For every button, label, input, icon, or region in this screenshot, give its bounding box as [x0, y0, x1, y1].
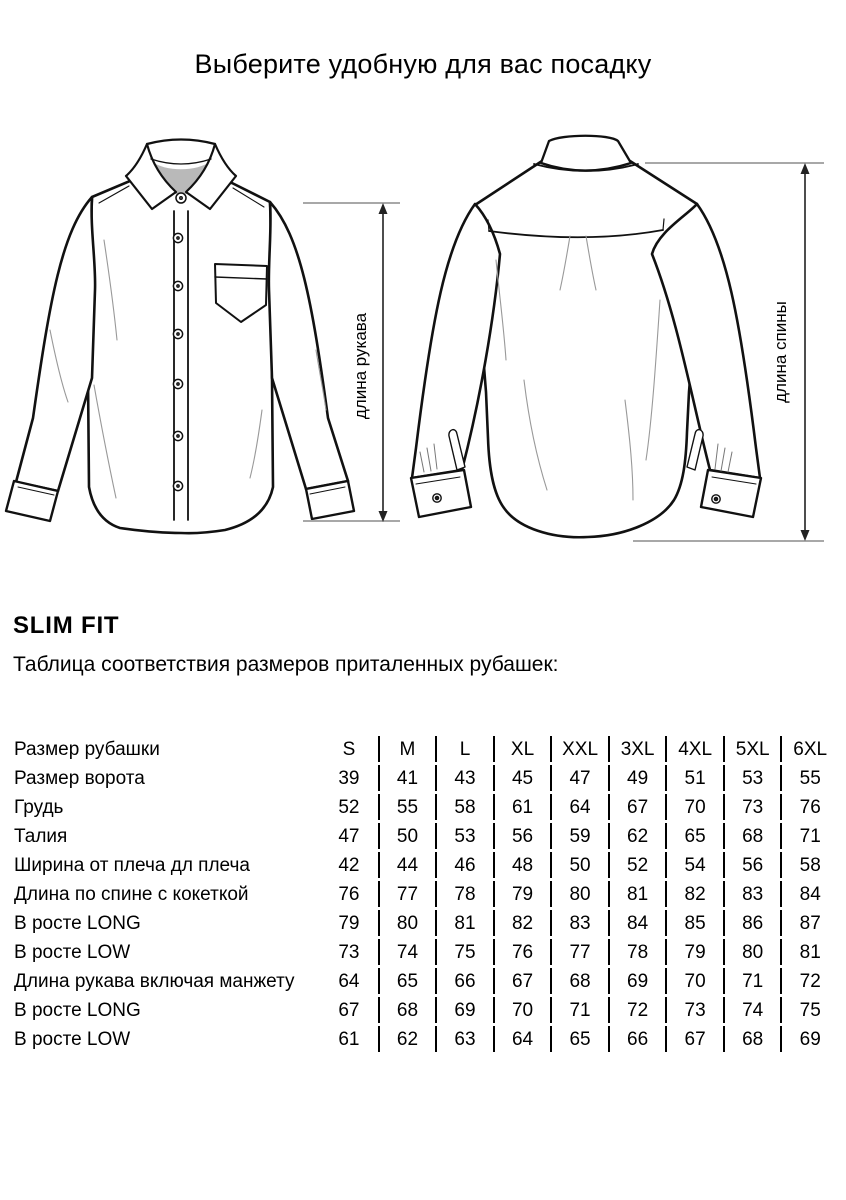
cell-value: L: [435, 736, 493, 762]
cell-value: 61: [338, 1028, 360, 1050]
cell-value: 76: [338, 883, 360, 905]
cell-value: 3XL: [608, 736, 666, 762]
row-label: Талия: [14, 825, 68, 847]
cell-value: 75: [435, 939, 493, 965]
cell-value: 62: [378, 1026, 436, 1052]
row-label: Ширина от плеча дл плеча: [14, 854, 250, 876]
table-row: [14, 939, 838, 965]
cell-value: 69: [608, 968, 666, 994]
cell-value: 67: [608, 794, 666, 820]
cell-value: 78: [435, 881, 493, 907]
shirt-front-drawing: [6, 140, 354, 534]
cell-value: 52: [338, 796, 360, 818]
cell-value: 66: [608, 1026, 666, 1052]
table-row: [14, 1026, 838, 1052]
cell-value: 47: [338, 825, 360, 847]
table-row: [14, 881, 838, 907]
cell-value: 64: [550, 794, 608, 820]
cell-value: 43: [435, 765, 493, 791]
cell-value: 72: [608, 997, 666, 1023]
table-row: [14, 823, 838, 849]
cell-value: 50: [378, 823, 436, 849]
row-label: В росте LOW: [14, 941, 131, 963]
row-label: Размер ворота: [14, 767, 145, 789]
cell-value: 62: [608, 823, 666, 849]
front-right-cuff: [306, 481, 354, 519]
cell-value: 76: [780, 794, 838, 820]
cell-value: 65: [665, 823, 723, 849]
cell-value: 77: [378, 881, 436, 907]
cell-value: 55: [378, 794, 436, 820]
cell-value: 74: [723, 997, 781, 1023]
cell-value: 81: [608, 881, 666, 907]
cell-value: 70: [665, 968, 723, 994]
cell-value: 87: [780, 910, 838, 936]
cell-value: 70: [665, 794, 723, 820]
table-row: [14, 852, 838, 878]
row-label: В росте LONG: [14, 912, 141, 934]
cell-value: 52: [608, 852, 666, 878]
cell-value: M: [378, 736, 436, 762]
cell-value: 79: [665, 939, 723, 965]
table-row: [14, 765, 838, 791]
front-right-sleeve: [269, 202, 348, 489]
cell-value: 81: [780, 939, 838, 965]
cell-value: 59: [550, 823, 608, 849]
cell-value: 45: [493, 765, 551, 791]
table-row: [14, 794, 838, 820]
table-row: [14, 968, 838, 994]
cell-value: 50: [550, 852, 608, 878]
cell-value: 54: [665, 852, 723, 878]
cell-value: 61: [493, 794, 551, 820]
size-table-body: [14, 736, 838, 1052]
cell-value: 80: [550, 881, 608, 907]
cell-value: 84: [780, 881, 838, 907]
cell-value: 72: [780, 968, 838, 994]
cell-value: 86: [723, 910, 781, 936]
cell-value: 44: [378, 852, 436, 878]
cell-value: 56: [723, 852, 781, 878]
cell-value: 69: [435, 997, 493, 1023]
table-row: [14, 736, 838, 762]
back-right-cuff: [701, 470, 761, 517]
row-label: Размер рубашки: [14, 738, 160, 760]
cell-value: 81: [435, 910, 493, 936]
cell-value: 68: [550, 968, 608, 994]
cell-value: 73: [338, 941, 360, 963]
cell-value: 46: [435, 852, 493, 878]
row-label: Длина по спине с кокеткой: [14, 883, 249, 905]
table-row: [14, 997, 838, 1023]
cell-value: 79: [338, 912, 360, 934]
cell-value: 68: [378, 997, 436, 1023]
cell-value: 63: [435, 1026, 493, 1052]
cell-value: 76: [493, 939, 551, 965]
cell-value: 67: [338, 999, 360, 1021]
cell-value: XXL: [550, 736, 608, 762]
cell-value: 79: [493, 881, 551, 907]
back-collar: [541, 136, 631, 171]
cell-value: 73: [665, 997, 723, 1023]
cell-value: 70: [493, 997, 551, 1023]
cell-value: 49: [608, 765, 666, 791]
cell-value: 82: [665, 881, 723, 907]
cell-value: XL: [493, 736, 551, 762]
sleeve-length-label: длина рукава: [351, 312, 370, 420]
cell-value: 5XL: [723, 736, 781, 762]
cell-value: 6XL: [780, 736, 838, 762]
cell-value: 48: [493, 852, 551, 878]
row-label: Грудь: [14, 796, 64, 818]
back-right-sleeve-placket: [687, 430, 703, 470]
cell-value: 69: [780, 1026, 838, 1052]
table-subtitle: Таблица соответствия размеров приталенных рубашек:: [13, 653, 559, 676]
cell-value: 56: [493, 823, 551, 849]
cell-value: 71: [780, 823, 838, 849]
row-label: В росте LONG: [14, 999, 141, 1021]
cell-value: 80: [378, 910, 436, 936]
cell-value: 65: [378, 968, 436, 994]
cell-value: 82: [493, 910, 551, 936]
cell-value: 84: [608, 910, 666, 936]
cell-value: 68: [723, 823, 781, 849]
cell-value: 64: [338, 970, 360, 992]
cell-value: 80: [723, 939, 781, 965]
table-row: [14, 910, 838, 936]
cell-value: 4XL: [665, 736, 723, 762]
cell-value: 42: [338, 854, 360, 876]
page-title: Выберите удобную для вас посадку: [194, 49, 652, 79]
cell-value: 58: [780, 852, 838, 878]
cell-value: 53: [435, 823, 493, 849]
cell-value: 68: [723, 1026, 781, 1052]
cell-value: 39: [338, 767, 360, 789]
cell-value: 67: [665, 1026, 723, 1052]
cell-value: 73: [723, 794, 781, 820]
shirt-back-drawing: [411, 136, 761, 537]
cell-value: 71: [723, 968, 781, 994]
back-length-label: длина спины: [771, 301, 790, 403]
cell-value: 75: [780, 997, 838, 1023]
cell-value: 85: [665, 910, 723, 936]
cell-value: 83: [550, 910, 608, 936]
cell-value: 66: [435, 968, 493, 994]
front-left-sleeve: [16, 197, 95, 491]
cell-value: S: [342, 738, 356, 760]
row-label: Длина рукава включая манжету: [14, 970, 295, 992]
cell-value: 55: [780, 765, 838, 791]
cell-value: 83: [723, 881, 781, 907]
cell-value: 74: [378, 939, 436, 965]
cell-value: 78: [608, 939, 666, 965]
cell-value: 53: [723, 765, 781, 791]
cell-value: 58: [435, 794, 493, 820]
cell-value: 71: [550, 997, 608, 1023]
size-table: [14, 733, 838, 1055]
cell-value: 51: [665, 765, 723, 791]
cell-value: 77: [550, 939, 608, 965]
cell-value: 64: [493, 1026, 551, 1052]
cell-value: 47: [550, 765, 608, 791]
cell-value: 41: [378, 765, 436, 791]
cell-value: 67: [493, 968, 551, 994]
back-body: [475, 161, 697, 537]
fit-heading: SLIM FIT: [13, 612, 120, 639]
row-label: В росте LOW: [14, 1028, 131, 1050]
cell-value: 65: [550, 1026, 608, 1052]
back-left-cuff: [411, 470, 471, 517]
